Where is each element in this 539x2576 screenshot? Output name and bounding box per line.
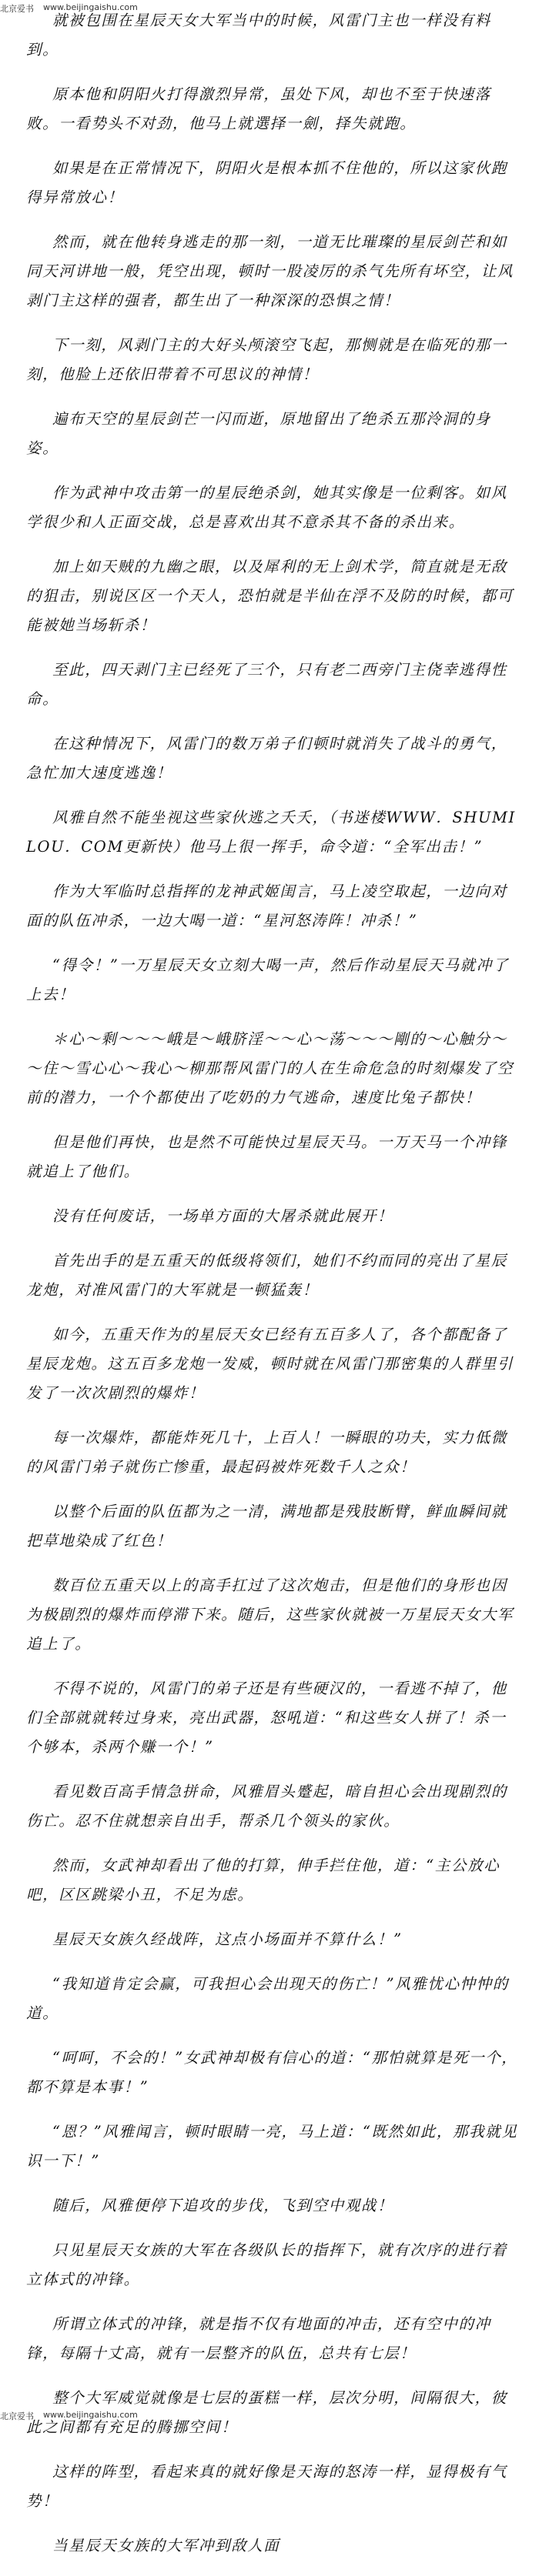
paragraph: 原本他和阴阳火打得激烈异常，虽处下风，却也不至于快速落败。一看势头不对劲，他马上就選择一劍，择失就跑。 xyxy=(26,85,491,132)
paragraph: 但是他们再快，也是然不可能快过星辰天马。一万天马一个冲锋就追上了他们。 xyxy=(26,1133,507,1180)
paragraph: 看见数百高手情急拼命，风雅眉头蹙起，暗自担心会出现剧烈的伤亡。忍不住就想亲自出手，帮杀几个领头的家伙。 xyxy=(26,1783,507,1830)
paragraph: 在这种情况下，风雷门的数万弟子们顿时就消失了战斗的勇气，急忙加大速度逃逸！ xyxy=(26,735,507,782)
paragraph: “恩？”风雅闻言，顿时眼睛一亮，马上道：“既然如此，那我就见识一下！” xyxy=(26,2123,518,2170)
paragraph: 星辰天女族久经战阵，这点小场面并不算什么！” xyxy=(52,1930,403,1948)
paragraph: 以整个后面的队伍都为之一清，满地都是残肢断臂，鲜血瞬间就把草地染成了红色！ xyxy=(26,1503,507,1550)
footer-url[interactable]: www.beijingaishu.com xyxy=(43,2410,138,2420)
paragraph: 只见星辰天女族的大军在各级队长的指挥下，就有次序的进行着立体式的冲锋。 xyxy=(26,2241,507,2288)
paragraph: 不得不说的，风雷门的弟子还是有些硬汉的，一看逃不掉了，他们全部就就转过身来，亮出武器，怒吼道：“和这些女人拼了！杀一个够本，杀两个赚一个！” xyxy=(26,1680,507,1756)
paragraph: 然而，女武神却看出了他的打算，伸手拦住他，道：“主公放心吧，区区跳梁小丑，不足为虑。 xyxy=(26,1857,500,1904)
paragraph: 作为武神中攻击第一的星辰绝杀剑，她其实像是一位剩客。如风学很少和人正面交战，总是喜欢出其不意杀其不备的杀出来。 xyxy=(26,484,507,531)
paragraph: 整个大军威觉就像是七层的蛋糕一样，层次分明，间隔很大，彼此之间都有充足的腾挪空间！ xyxy=(26,2389,507,2436)
paragraph: “呵呵，不会的！”女武神却极有信心的道：“那怕就算是死一个，都不算是本事！” xyxy=(26,2049,518,2096)
paragraph: 作为大军临时总指挥的龙神武姬闺言，马上凌空取起，一边向对面的队伍冲杀，一边大喝一道：“星河怒涛阵！冲杀！” xyxy=(26,883,507,929)
paragraph: “我知道肯定会赢，可我担心会出现天的伤亡！”风雅忧心忡忡的道。 xyxy=(26,1975,509,2022)
paragraph: 每一次爆炸，都能炸死几十，上百人！一瞬眼的功夫，实力低微的风雷门弟子就伤亡惨重，最起码被炸死数千人之众！ xyxy=(26,1429,507,1476)
chapter-body xyxy=(26,6,519,2576)
paragraph: 这样的阵型，看起来真的就好像是天海的怒涛一样，显得极有气势！ xyxy=(26,2463,507,2510)
paragraph: ＊心～剩～～～峨是～峨脐淫～～心～荡～～～剛的～心触分～～住～雪心心～我心～柳那帮风雷门的人在生命危急的时刻爆发了空前的潜力，一个个都使出了吃奶的力气逃命，速度比兔子都快！ xyxy=(26,1030,514,1106)
paragraph: 如果是在正常情况下，阴阳火是根本抓不住他的，所以这家伙跑得异常放心！ xyxy=(26,159,507,206)
paragraph: 没有任何废话，一场单方面的大屠杀就此展开！ xyxy=(52,1207,394,1225)
paragraph: 然而，就在他转身逃走的那一刻，一道无比璀璨的星辰剑芒和如同天河讲地一般，凭空出现，顿时一股凌厉的杀气先所有坏空，让风剥门主这样的强者，都生出了一种深深的恐惧之情！ xyxy=(26,233,514,309)
header-url[interactable]: www.beijingaishu.com xyxy=(43,2,138,12)
paragraph: 如今，五重天作为的星辰天女已经有五百多人了，各个都配备了星辰龙炮。这五百多龙炮一发威，顿时就在风雷门那密集的人群里引发了一次次剧烈的爆炸！ xyxy=(26,1326,514,1402)
paragraph: 至此，四天剥门主已经死了三个，只有老二西旁门主侥幸逃得性命。 xyxy=(26,661,507,708)
footer-site-name: 北京爱书 xyxy=(0,2411,34,2421)
paragraph: 风雅自然不能坐视这些家伙逃之夭夭，（书迷楼WWW．SHUMILOU．COM更新快）他马上很一挥手，命令道：“全军出击！” xyxy=(26,809,516,856)
paragraph: 下一刻，风剥门主的大好头颅滚空飞起，那恻就是在临死的那一刻，他脸上还依旧带着不可思议的神情！ xyxy=(26,336,507,383)
paragraph: 就被包围在星辰天女大军当中的时候，风雷门主也一样没有料到。 xyxy=(26,12,491,58)
paragraph: 随后，风雅便停下追攻的步伐，飞到空中观战！ xyxy=(52,2197,394,2214)
paragraph: 当星辰天女族的大军冲到敌人面 xyxy=(52,2537,280,2554)
paragraph: “得令！”一万星辰天女立刻大喝一声，然后作动星辰天马就冲了上去！ xyxy=(26,956,509,1003)
paragraph: 所谓立体式的冲锋，就是指不仅有地面的冲击，还有空中的冲锋，每隔十丈高，就有一层整齐的队伍，总共有七层！ xyxy=(26,2315,491,2362)
header-site-name: 北京爱书 xyxy=(0,4,34,14)
paragraph: 首先出手的是五重天的低级将领们，她们不约而同的亮出了星辰龙炮，对准风雷门的大军就是一顿猛轰！ xyxy=(26,1252,507,1299)
site-footer xyxy=(0,2407,539,2424)
paragraph: 遍布天空的星辰剑芒一闪而逝，原地留出了绝杀五那泠洞的身姿。 xyxy=(26,410,491,457)
paragraph: 数百位五重天以上的高手扛过了这次炮击，但是他们的身形也因为极剧烈的爆炸而停滞下来。随后，这些家伙就被一万星辰天女大军追上了。 xyxy=(26,1577,514,1653)
paragraph: 加上如天贼的九幽之眼，以及犀利的无上剑术学，简直就是无敌的狙击，别说区区一个天人，恐怕就是半仙在浮不及防的时候，都可能被她当场斩杀！ xyxy=(26,558,514,634)
